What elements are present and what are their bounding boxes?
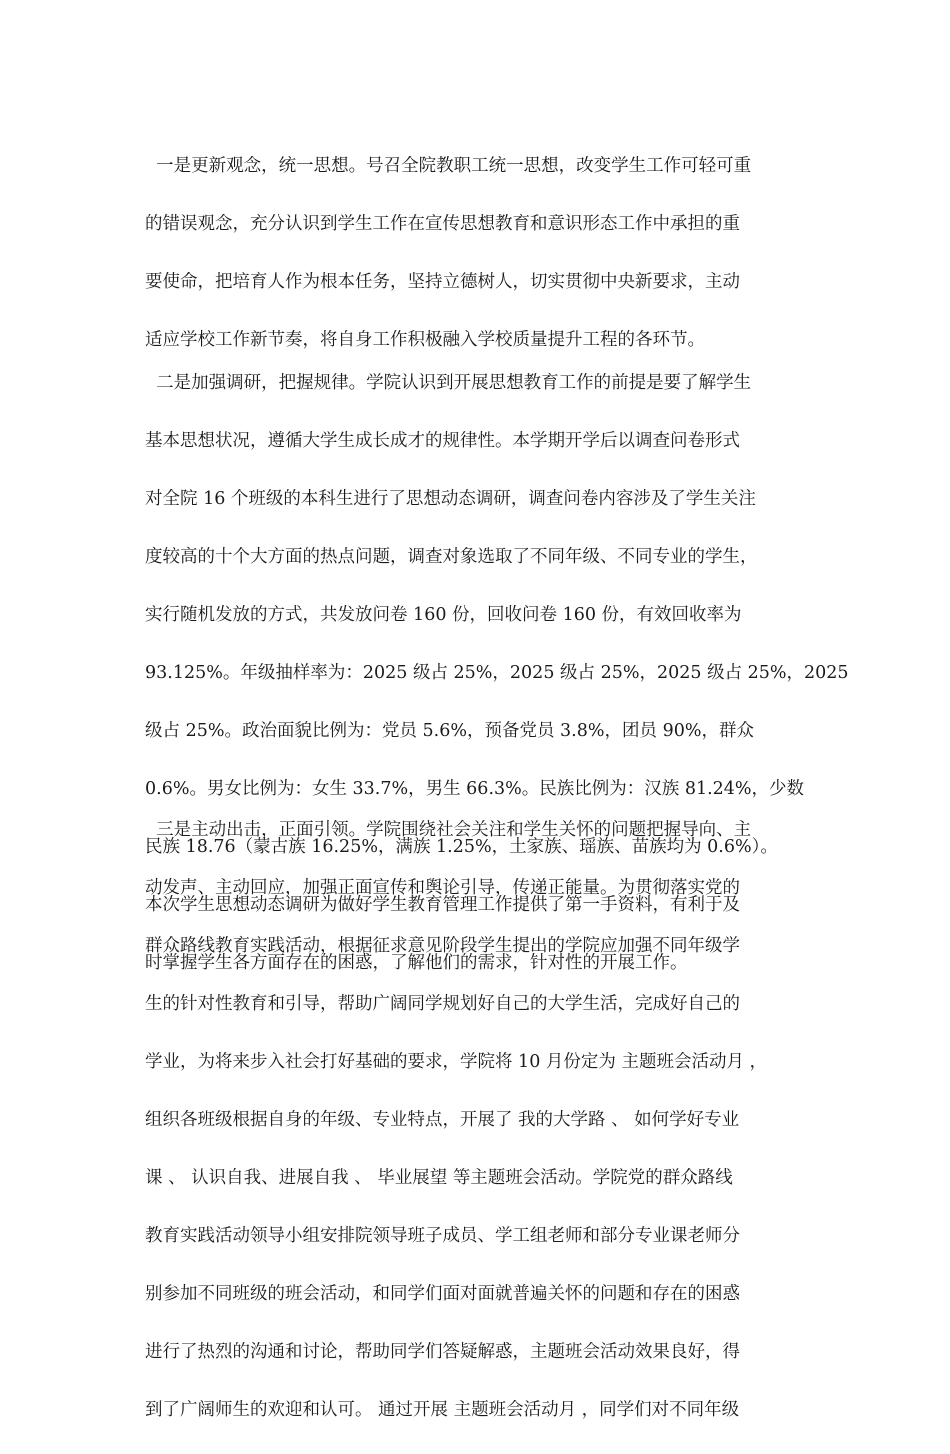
- text-line: 组织各班级根据自身的年级、专业特点，开展了 我的大学路 、 如何学好专业: [145, 1110, 740, 1130]
- text-line: 动发声、主动回应，加强正面宣传和舆论引导，传递正能量。为贯彻落实党的: [145, 878, 740, 898]
- text-line: 要使命，把培育人作为根本任务，坚持立德树人，切实贯彻中央新要求，主动: [145, 272, 740, 292]
- text-line: 的错误观念，充分认识到学生工作在宣传思想教育和意识形态工作中承担的重: [145, 214, 740, 234]
- text-line: 0.6%。男女比例为：女生 33.7%，男生 66.3%。民族比例为：汉族 81.24%，少数: [145, 779, 805, 799]
- text-line: 一是更新观念，统一思想。号召全院教职工统一思想，改变学生工作可轻可重: [145, 156, 752, 176]
- text-line: 进行了热烈的沟通和讨论，帮助同学们答疑解惑，主题班会活动效果良好，得: [145, 1342, 740, 1362]
- text-line: 度较高的十个大方面的热点问题，调查对象选取了不同年级、不同专业的学生，: [145, 547, 758, 567]
- text-line: 别参加不同班级的班会活动，和同学们面对面就普遍关怀的问题和存在的困惑: [145, 1284, 740, 1304]
- paragraph-proactive-guidance: [145, 787, 807, 1454]
- text-line: 群众路线教育实践活动，根据征求意见阶段学生提出的学院应加强不同年级学: [145, 936, 740, 956]
- text-line: 93.125%。年级抽样率为：2025 级占 25%，2025 级占 25%，2025 级占 25%，2025: [145, 663, 849, 683]
- text-line: 三是主动出击，正面引领。学院围绕社会关注和学生关怀的问题把握导向、主: [145, 820, 752, 840]
- text-line: 民族 18.76（蒙古族 16.25%，满族 1.25%，土家族、瑶族、苗族均为 0.6%）。: [145, 837, 778, 857]
- text-line: 适应学校工作新节奏，将自身工作积极融入学校质量提升工程的各环节。: [145, 330, 705, 350]
- text-line: 基本思想状况，遵循大学生成长成才的规律性。本学期开学后以调查问卷形式: [145, 431, 740, 451]
- text-line: 课 、 认识自我、进展自我 、 毕业展望 等主题班会活动。学院党的群众路线: [145, 1168, 733, 1188]
- text-line: 时掌握学生各方面存在的困惑，了解他们的需求，针对性的开展工作。: [145, 953, 688, 973]
- text-line: 实行随机发放的方式，共发放问卷 160 份，回收问卷 160 份，有效回收率为: [145, 605, 742, 625]
- text-line: 本次学生思想动态调研为做好学生教育管理工作提供了第一手资料，有利于及: [145, 895, 740, 915]
- text-line: 级占 25%。政治面貌比例为：党员 5.6%，预备党员 3.8%，团员 90%，群众: [145, 721, 754, 741]
- text-line: 生的针对性教育和引导，帮助广阔同学规划好自己的大学生活，完成好自己的: [145, 994, 740, 1014]
- text-line: 学业，为将来步入社会打好基础的要求，学院将 10 月份定为 主题班会活动月 ，: [145, 1052, 768, 1072]
- text-line: 到了广阔师生的欢迎和认可。 通过开展 主题班会活动月 ，同学们对不同年级: [145, 1400, 740, 1420]
- text-line: 教育实践活动领导小组安排院领导班子成员、学工组老师和部分专业课老师分: [145, 1226, 740, 1246]
- text-line: 对全院 16 个班级的本科生进行了思想动态调研，调查问卷内容涉及了学生关注: [145, 489, 756, 509]
- text-line: 二是加强调研，把握规律。学院认识到开展思想教育工作的前提是要了解学生: [145, 373, 752, 393]
